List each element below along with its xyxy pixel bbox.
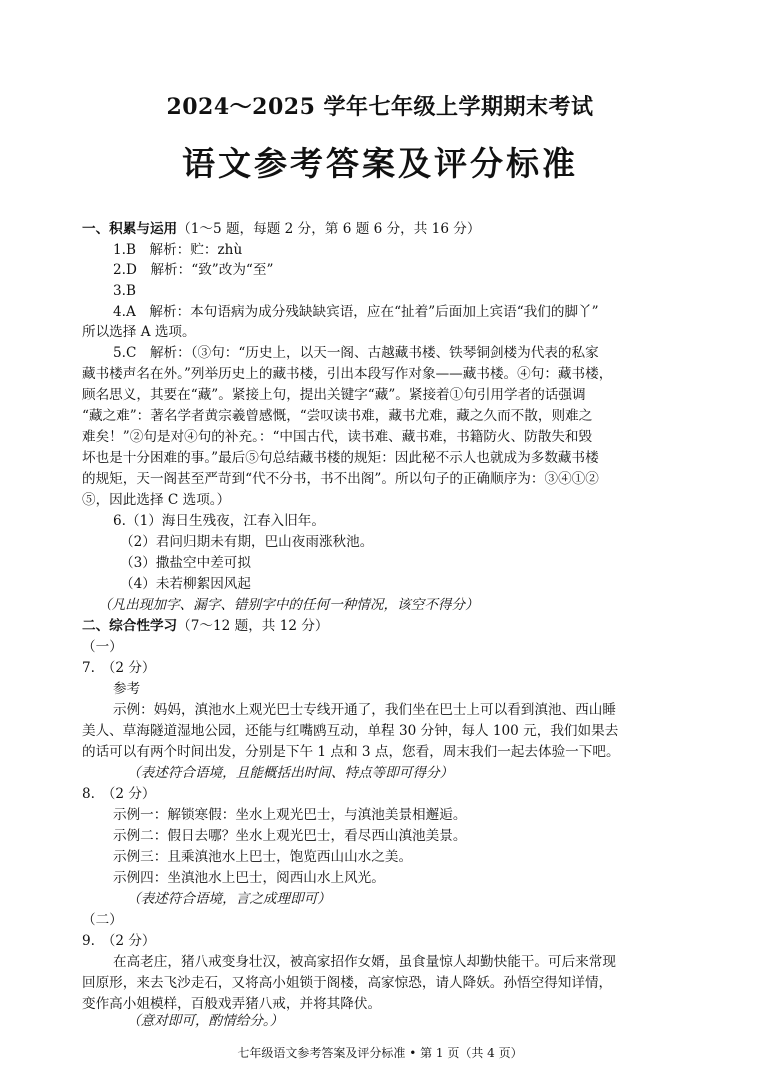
- answer-8-example-1: 示例一：解锁寒假：坐水上观光巴士，与滇池美景相邂逅。: [113, 807, 467, 823]
- section-2-note: （7～12 题，共 12 分）: [177, 618, 329, 634]
- answer-7-line-2: 美人、草海隧道湿地公园，还能与红嘴鸥互动，单程 30 分钟，每人 100 元，我们如果去: [82, 723, 619, 739]
- answer-6-1: 6.（1）海日生残夜，江春入旧年。: [113, 513, 325, 529]
- answer-6-3: （3）撒盐空中差可拟: [120, 555, 251, 571]
- question-9-heading: 9. （2 分）: [82, 933, 156, 949]
- answer-2: 2.D 解析：“致”改为“至”: [113, 262, 274, 278]
- answer-5-line-4: “藏之难”：著名学者黄宗羲曾感慨，“尝叹读书难，藏书尤难，藏之久而不散，则难之: [82, 408, 593, 424]
- question-8-heading: 8. （2 分）: [82, 786, 156, 802]
- answer-9-line-1: 在高老庄，猪八戒变身壮汉，被高家招作女婿，虽食量惊人却勤快能干。可后来常现: [113, 954, 616, 970]
- page-footer: 七年级语文参考答案及评分标准 • 第 1 页（共 4 页）: [237, 1046, 523, 1060]
- answer-9-line-3: 变作高小姐模样，百般戏弄猪八戒，并将其降伏。: [82, 996, 382, 1012]
- question-7-reference: 参考: [113, 681, 141, 697]
- section-2-title: 二、综合性学习: [82, 618, 178, 634]
- answer-7-note: （表述符合语境，且能概括出时间、特点等即可得分）: [127, 765, 454, 781]
- answer-8-example-4: 示例四：坐滇池水上巴士，阅西山水上风光。: [113, 870, 385, 886]
- answer-1: 1.B 解析：贮：zhù: [113, 242, 243, 258]
- answer-7-line-3: 的话可以有两个时间出发，分别是下午 1 点和 3 点，您看，周末我们一起去体验一下吧。: [82, 744, 620, 760]
- answer-9-note: （意对即可，酌情给分。）: [127, 1013, 284, 1029]
- answer-8-note: （表述符合语境，言之成理即可）: [127, 891, 331, 907]
- answer-8-example-2: 示例二：假日去哪？坐水上观光巴士，看尽西山滇池美景。: [113, 828, 467, 844]
- answer-5-line-8: ⑤，因此选择 C 选项。）: [82, 492, 231, 508]
- answer-5-line-1: 5.C 解析：（③句：“历史上，以天一阁、古越藏书楼、铁琴铜剑楼为代表的私家: [113, 345, 599, 361]
- part-2-label: （二）: [82, 912, 123, 928]
- answer-5-line-3: 顾名思义，其要在“藏”。紧接上句，提出关键字“藏”。紧接着①句引用学者的话强调: [82, 387, 586, 403]
- answer-4-line-1: 4.A 解析：本句语病为成分残缺缺宾语，应在“扯着”后面加上宾语“我们的脚丫”: [113, 304, 599, 320]
- answer-5-line-5: 难矣！”②句是对④句的补充。：“中国古代，读书难、藏书难，书籍防火、防散失和毁: [82, 429, 593, 445]
- exam-title: 2024～2025 学年七年级上学期期末考试: [166, 94, 594, 120]
- answer-9-line-2: 回原形，来去飞沙走石，又将高小姐锁于阁楼，高家惊恐，请人降妖。孙悟空得知详情，: [82, 975, 613, 991]
- answer-3: 3.B: [113, 283, 136, 299]
- answer-8-example-3: 示例三：且乘滇池水上巴士，饱览西山山水之美。: [113, 849, 413, 865]
- answer-6-2: （2）君问归期未有期，巴山夜雨涨秋池。: [120, 534, 374, 550]
- part-1-label: （一）: [82, 639, 123, 655]
- section-1-note: （1～5 题，每题 2 分，第 6 题 6 分，共 16 分）: [177, 221, 481, 237]
- section-1-heading: [82, 219, 682, 239]
- answer-7-line-1: 示例：妈妈，滇池水上观光巴士专线开通了，我们坐在巴士上可以看到滇池、西山睡: [113, 702, 616, 718]
- answer-5-line-2: 藏书楼声名在外。”列举历史上的藏书楼，引出本段写作对象——藏书楼。④句：藏书楼，: [82, 366, 613, 382]
- answer-5-line-7: 的规矩，天一阁甚至严苛到“代不分书，书不出阁”。所以句子的正确顺序为：③④①②: [82, 471, 599, 487]
- section-2-heading: [82, 616, 682, 636]
- document-title: 语文参考答案及评分标准: [182, 144, 578, 183]
- answer-4-line-2: 所以选择 A 选项。: [82, 324, 196, 340]
- section-1-title: 一、积累与运用: [82, 221, 178, 237]
- answer-6-4: （4）未若柳絮因风起: [120, 576, 251, 592]
- question-7-heading: 7. （2 分）: [82, 660, 156, 676]
- answer-5-line-6: 坏也是十分困难的事。”最后⑤句总结藏书楼的规矩：因此秘不示人也就成为多数藏书楼: [82, 450, 599, 466]
- answer-6-note: （凡出现加字、漏字、错别字中的任何一种情况，该空不得分）: [98, 597, 479, 613]
